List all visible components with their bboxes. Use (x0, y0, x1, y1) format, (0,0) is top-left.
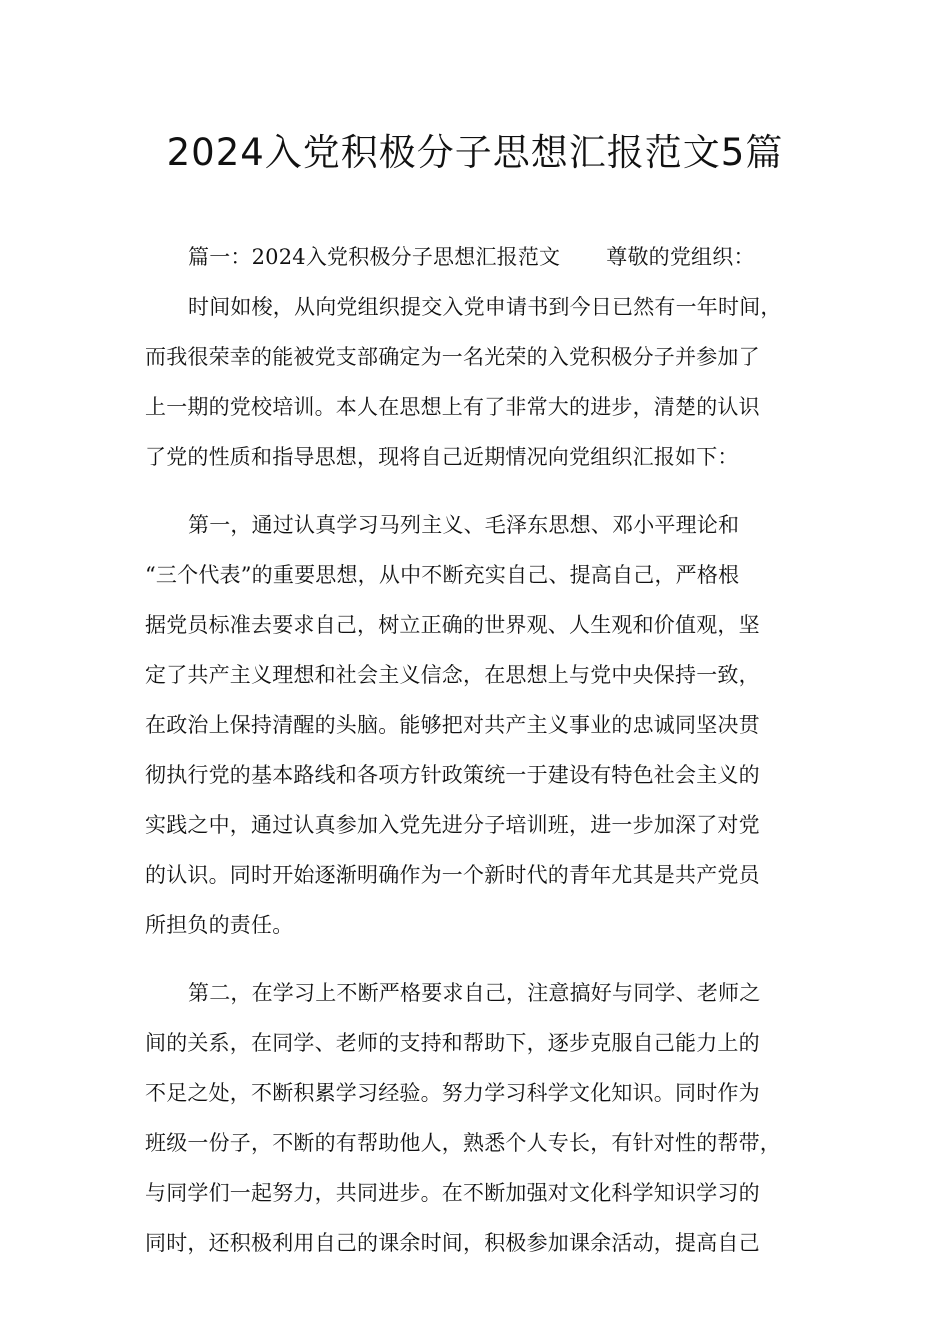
paragraph-line: 定了共产主义理想和社会主义信念，在思想上与党中央保持一致， (145, 663, 760, 687)
paragraph-line: 在政治上保持清醒的头脑。能够把对共产主义事业的忠诚同坚决贯 (145, 713, 760, 737)
paragraph-line: 实践之中，通过认真参加入党先进分子培训班，进一步加深了对党 (145, 813, 760, 837)
paragraph-line: 班级一份子，不断的有帮助他人，熟悉个人专长，有针对性的帮带， (145, 1131, 781, 1155)
paragraph-line: 第二，在学习上不断严格要求自己，注意搞好与同学、老师之 (188, 981, 761, 1005)
paragraph-line: 彻执行党的基本路线和各项方针政策统一于建设有特色社会主义的 (145, 763, 760, 787)
paragraph-line: 不足之处，不断积累学习经验。努力学习科学文化知识。同时作为 (145, 1081, 760, 1105)
paragraph-line: “三个代表”的重要思想，从中不断充实自己、提高自己，严格根 (145, 563, 740, 587)
section-header-line (145, 232, 825, 282)
paragraph-3 (145, 968, 825, 1268)
paragraph-line: 了党的性质和指导思想，现将自己近期情况向党组织汇报如下： (145, 445, 739, 469)
paragraph-1 (145, 282, 825, 482)
paragraph-line: 时间如梭，从向党组织提交入党申请书到今日已然有一年时间， (188, 295, 782, 319)
paragraph-line: 第一，通过认真学习马列主义、毛泽东思想、邓小平理论和 (188, 513, 740, 537)
paragraph-line: 据党员标准去要求自己，树立正确的世界观、人生观和价值观，坚 (145, 613, 760, 637)
paragraph-line: 间的关系，在同学、老师的支持和帮助下，逐步克服自己能力上的 (145, 1031, 760, 1055)
paragraph-line: 同时，还积极利用自己的课余时间，积极参加课余活动，提高自己 (145, 1231, 760, 1255)
paragraph-line: 所担负的责任。 (145, 913, 294, 937)
paragraph-line: 与同学们一起努力，共同进步。在不断加强对文化科学知识学习的 (145, 1181, 760, 1205)
document-title: 2024入党积极分子思想汇报范文5篇 (166, 131, 784, 174)
paragraph-line: 而我很荣幸的能被党支部确定为一名光荣的入党积极分子并参加了 (145, 345, 760, 369)
paragraph-line: 的认识。同时开始逐渐明确作为一个新时代的青年尤其是共产党员 (145, 863, 760, 887)
paragraph-line: 上一期的党校培训。本人在思想上有了非常大的进步，清楚的认识 (145, 395, 760, 419)
paragraph-2 (145, 500, 825, 950)
section-title: 篇一：2024入党积极分子思想汇报范文 (188, 245, 561, 269)
salutation: 尊敬的党组织： (606, 245, 755, 269)
document-body (145, 232, 825, 1268)
